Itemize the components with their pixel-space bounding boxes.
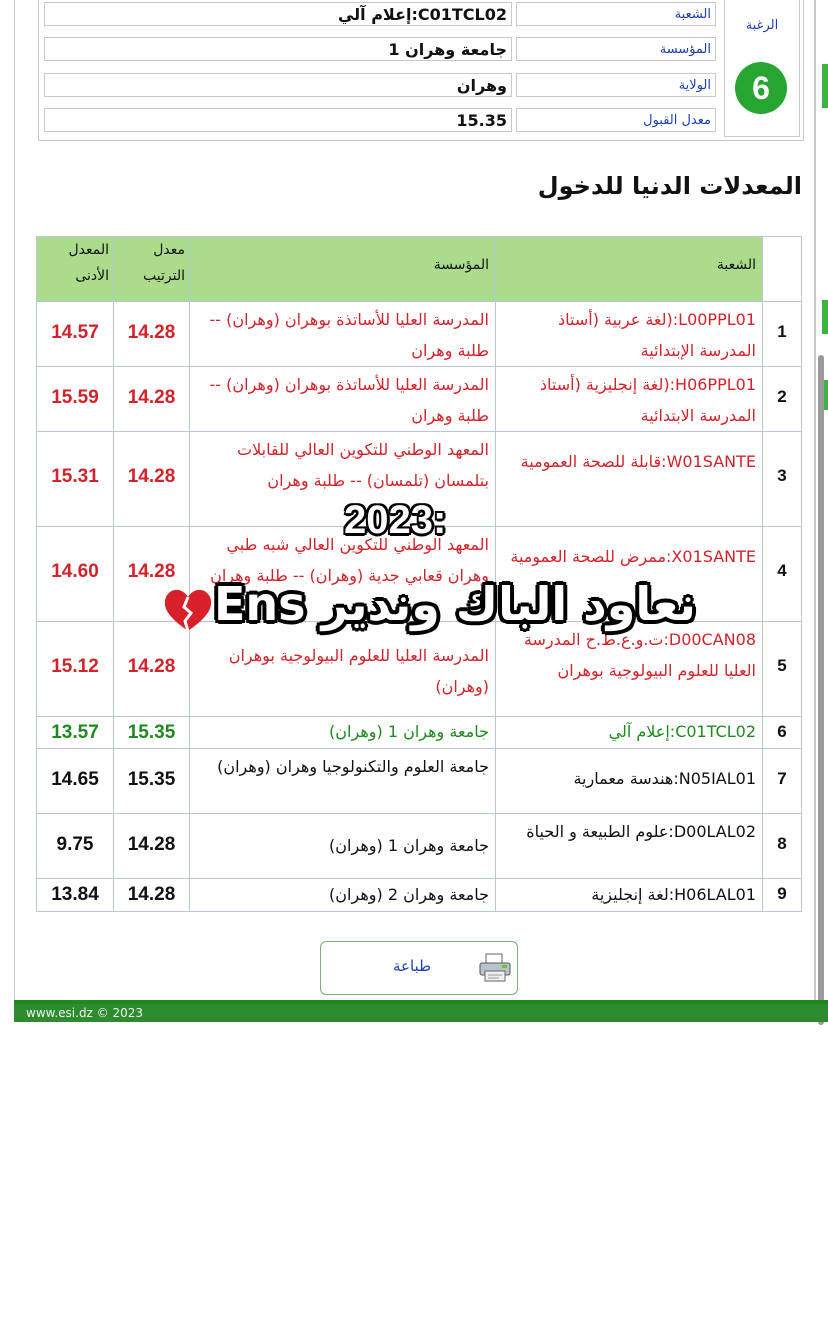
row-min-cell: [36, 716, 114, 749]
info-value: C01TCL02:إعلام آلي: [44, 2, 512, 26]
row-index: 6: [777, 722, 787, 741]
row-rank-average: 14.28: [127, 322, 176, 343]
section-title: المعدلات الدنيا للدخول: [537, 172, 802, 200]
info-key: المؤسسة: [516, 37, 716, 61]
footer-copyright: www.esi.dz © 2023: [22, 1005, 147, 1021]
print-button[interactable]: [320, 941, 518, 995]
side-green-mark: [822, 64, 828, 108]
row-branch: H06PPL01:(لغة إنجليزية (أستاذ المدرسة الابتدائية: [495, 366, 763, 432]
overlay-year: 2023:: [344, 498, 447, 542]
info-value: 15.35: [44, 108, 512, 132]
row-rank-average: 14.28: [127, 656, 176, 677]
row-index-cell: [762, 431, 802, 527]
row-min-average: 14.60: [51, 561, 99, 582]
row-min-cell: [36, 621, 114, 717]
row-rank-cell: [113, 621, 190, 717]
wish-number-badge: 6: [735, 62, 787, 114]
row-index-cell: [762, 716, 802, 749]
row-rank-cell: [113, 748, 190, 814]
row-index: 4: [777, 561, 787, 580]
row-branch: D00LAL02:علوم الطبيعة و الحياة: [495, 813, 763, 879]
row-rank-average: 15.35: [127, 722, 176, 743]
row-min-cell: [36, 526, 114, 622]
info-row-branch: [44, 2, 716, 28]
row-rank-cell: [113, 366, 190, 432]
row-branch: D00CAN08:ت.و.ع.ط.ح المدرسة العليا للعلوم البيولوجية بوهران: [495, 621, 763, 717]
row-min-average: 13.84: [51, 884, 99, 905]
row-index-cell: [762, 621, 802, 717]
row-rank-cell: [113, 813, 190, 879]
row-institution: جامعة العلوم والتكنولوجيا وهران (وهران): [189, 748, 496, 814]
header-rank-average-l1: معدل: [153, 242, 185, 258]
row-min-average: 15.31: [51, 466, 99, 487]
info-value: جامعة وهران 1: [44, 37, 512, 61]
row-rank-average: 14.28: [127, 561, 176, 582]
scrollbar[interactable]: [818, 355, 824, 1025]
row-min-average: 9.75: [56, 834, 94, 855]
row-index-cell: [762, 813, 802, 879]
row-min-cell: [36, 366, 114, 432]
row-index: 8: [777, 834, 787, 853]
row-institution: جامعة وهران 1 (وهران): [189, 813, 496, 879]
row-index: 5: [777, 656, 787, 675]
minimum-averages-table: [36, 236, 802, 912]
row-index: 1: [777, 322, 787, 341]
info-row-province: [44, 73, 716, 99]
row-index: 9: [777, 884, 787, 903]
row-branch: W01SANTE:قابلة للصحة العمومية: [495, 431, 763, 527]
row-institution: جامعة وهران 2 (وهران): [189, 878, 496, 912]
info-row-acceptance-average: [44, 108, 716, 134]
row-rank-average: 14.28: [127, 466, 176, 487]
info-key: الولاية: [516, 73, 716, 97]
row-index: 7: [777, 769, 787, 788]
row-branch: H06LAL01:لغة إنجليزية: [495, 878, 763, 912]
print-button-label: طباعة: [393, 957, 432, 975]
row-index: 2: [777, 387, 787, 406]
header-branch-cell: [495, 236, 763, 302]
row-min-average: 14.65: [51, 769, 99, 790]
row-rank-cell: [113, 878, 190, 912]
row-rank-average: 14.28: [127, 884, 176, 905]
header-rank-average-cell: [113, 236, 190, 302]
row-min-average: 14.57: [51, 322, 99, 343]
row-index-cell: [762, 526, 802, 622]
row-branch: X01SANTE:ممرض للصحة العمومية: [495, 526, 763, 622]
row-index-cell: [762, 301, 802, 367]
row-rank-average: 15.35: [127, 769, 176, 790]
info-value: وهران: [44, 73, 512, 97]
row-min-average: 13.57: [51, 722, 99, 743]
header-branch: الشعبة: [716, 257, 756, 273]
row-index-cell: [762, 366, 802, 432]
header-min-average-cell: [36, 236, 114, 302]
row-rank-average: 14.28: [127, 834, 176, 855]
row-institution: المدرسة العليا للعلوم البيولوجية بوهران (وهران): [189, 621, 496, 717]
row-institution: المعهد الوطني للتكوين العالي شبه طبي وهران قعابي جدية (وهران) -- طلبة وهران: [189, 526, 496, 622]
row-rank-cell: [113, 431, 190, 527]
row-rank-cell: [113, 716, 190, 749]
broken-heart-icon: [160, 585, 216, 635]
header-index-cell: [762, 236, 802, 302]
side-green-mark: [822, 300, 828, 334]
header-min-average-l1: المعدل: [68, 242, 109, 258]
row-min-cell: [36, 878, 114, 912]
row-min-average: 15.12: [51, 656, 99, 677]
row-index-cell: [762, 748, 802, 814]
row-min-cell: [36, 301, 114, 367]
wish-label: الرغبة: [745, 18, 779, 33]
row-institution: المدرسة العليا للأساتذة بوهران (وهران) -- طلبة وهران: [189, 366, 496, 432]
header-institution: المؤسسة: [433, 257, 489, 273]
row-branch: N05IAL01:هندسة معمارية: [495, 748, 763, 814]
row-min-cell: [36, 813, 114, 879]
row-institution: المدرسة العليا للأساتذة بوهران (وهران) -- طلبة وهران: [189, 301, 496, 367]
row-branch: C01TCL02:إعلام آلي: [495, 716, 763, 749]
header-institution-cell: [189, 236, 496, 302]
page-left-border: [14, 0, 15, 1000]
row-rank-average: 14.28: [127, 387, 176, 408]
row-min-cell: [36, 748, 114, 814]
info-key: معدل القبول: [516, 108, 716, 132]
header-min-average-l2: الأدنى: [75, 268, 109, 284]
row-index-cell: [762, 878, 802, 912]
row-rank-cell: [113, 301, 190, 367]
printer-icon: [477, 952, 513, 984]
row-index: 3: [777, 466, 787, 485]
footer: [14, 1000, 828, 1022]
info-row-institution: [44, 37, 716, 63]
overlay-caption: نعاود الباك وندير Ens: [214, 577, 696, 631]
row-min-cell: [36, 431, 114, 527]
page-right-border: [814, 0, 816, 1000]
wish-box: [724, 0, 800, 137]
info-key: الشعبة: [516, 2, 716, 26]
header-rank-average-l2: الترتيب: [143, 268, 185, 284]
row-min-average: 15.59: [51, 387, 99, 408]
row-institution: المعهد الوطني للتكوين العالي للقابلات بتلمسان (تلمسان) -- طلبة وهران: [189, 431, 496, 527]
row-institution: جامعة وهران 1 (وهران): [189, 716, 496, 749]
row-branch: L00PPL01:(لغة عربية (أستاذ المدرسة الإبتدائية: [495, 301, 763, 367]
